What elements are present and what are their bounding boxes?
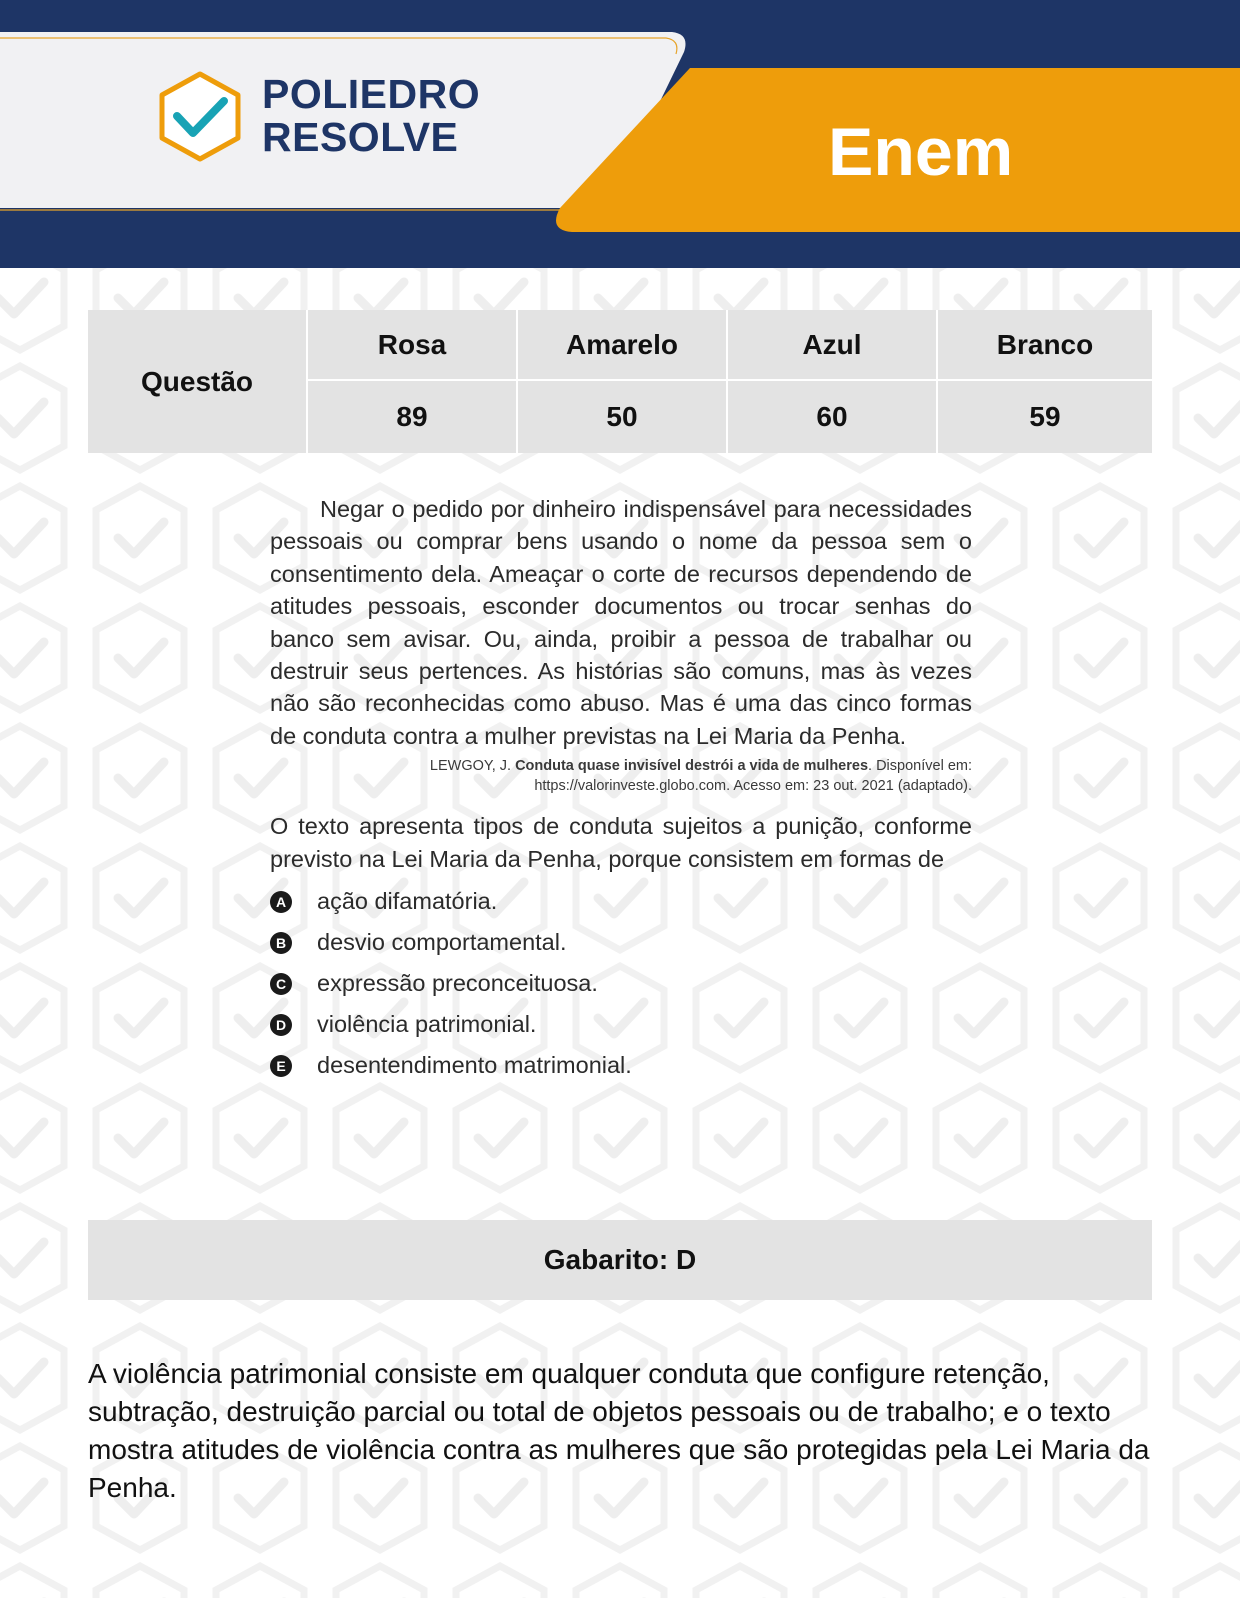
column-header-amarelo: Amarelo xyxy=(518,310,728,381)
citation-availability: . Disponível em: xyxy=(868,758,972,775)
logo-line-1: POLIEDRO xyxy=(262,71,481,117)
option-a xyxy=(270,881,972,922)
option-b-badge: B xyxy=(270,932,292,954)
question-number-azul: 60 xyxy=(728,381,938,453)
column-header-azul: Azul xyxy=(728,310,938,381)
question-number-branco: 59 xyxy=(938,381,1152,453)
option-a-badge: A xyxy=(270,891,292,913)
answer-options xyxy=(270,881,972,1086)
option-e-text: desentendimento matrimonial. xyxy=(317,1052,632,1079)
header-banner xyxy=(0,0,1240,268)
option-b-text: desvio comportamental. xyxy=(317,929,567,956)
question-number-amarelo: 50 xyxy=(518,381,728,453)
option-d-text: violência patrimonial. xyxy=(317,1011,537,1038)
question-number-table xyxy=(88,310,1152,453)
option-e xyxy=(270,1045,972,1086)
citation-author: LEWGOY, J. xyxy=(429,758,516,775)
option-d xyxy=(270,1004,972,1045)
question-body xyxy=(270,493,972,1086)
citation-title: Conduta quase invisível destrói a vida de mulheres xyxy=(515,758,869,775)
answer-key: Gabarito: D xyxy=(88,1220,1152,1300)
option-e-badge: E xyxy=(270,1055,292,1077)
question-label: Questão xyxy=(88,310,308,453)
option-c xyxy=(270,963,972,1004)
option-d-badge: D xyxy=(270,1014,292,1036)
option-a-text: ação difamatória. xyxy=(317,888,498,915)
source-text: Negar o pedido por dinheiro indispensável para necessidades pessoais ou comprar bens usando o nome da pessoa sem o consentimento dela. Ameaçar o corte de recursos dependendo de atitudes pessoais, esconder documentos ou trocar senhas do banco sem avisar. Ou, ainda, proibir a pessoa de trabalhar ou destruir seus pertences. As histórias são comuns, mas às vezes não são reconhecidas como abuso. Mas é uma das cinco formas de conduta contra a mulher previstas na Lei Maria da Penha. xyxy=(270,496,972,749)
option-b xyxy=(270,922,972,963)
option-c-text: expressão preconceituosa. xyxy=(317,970,598,997)
exam-title: Enem xyxy=(828,114,1014,190)
citation-url: https://valorinveste.globo.com. Acesso em: 23 out. 2021 (adaptado). xyxy=(534,778,972,795)
column-header-branco: Branco xyxy=(938,310,1152,381)
column-header-rosa: Rosa xyxy=(308,310,518,381)
header-graphic xyxy=(0,0,1240,268)
citation xyxy=(270,756,972,796)
question-number-rosa: 89 xyxy=(308,381,518,453)
option-c-badge: C xyxy=(270,973,292,995)
logo-line-2: RESOLVE xyxy=(262,114,459,160)
logo-wordmark xyxy=(262,71,481,160)
question-stem: O texto apresenta tipos de conduta sujeitos a punição, conforme previsto na Lei Maria da Penha, porque consistem em formas de xyxy=(270,813,972,872)
explanation-text: A violência patrimonial consiste em qualquer conduta que configure retenção, subtração, destruição parcial ou total de objetos pessoais ou de trabalho; e o texto mostra atitudes de violência contra as mulheres que são protegidas pela Lei Maria da Penha. xyxy=(88,1358,1150,1503)
